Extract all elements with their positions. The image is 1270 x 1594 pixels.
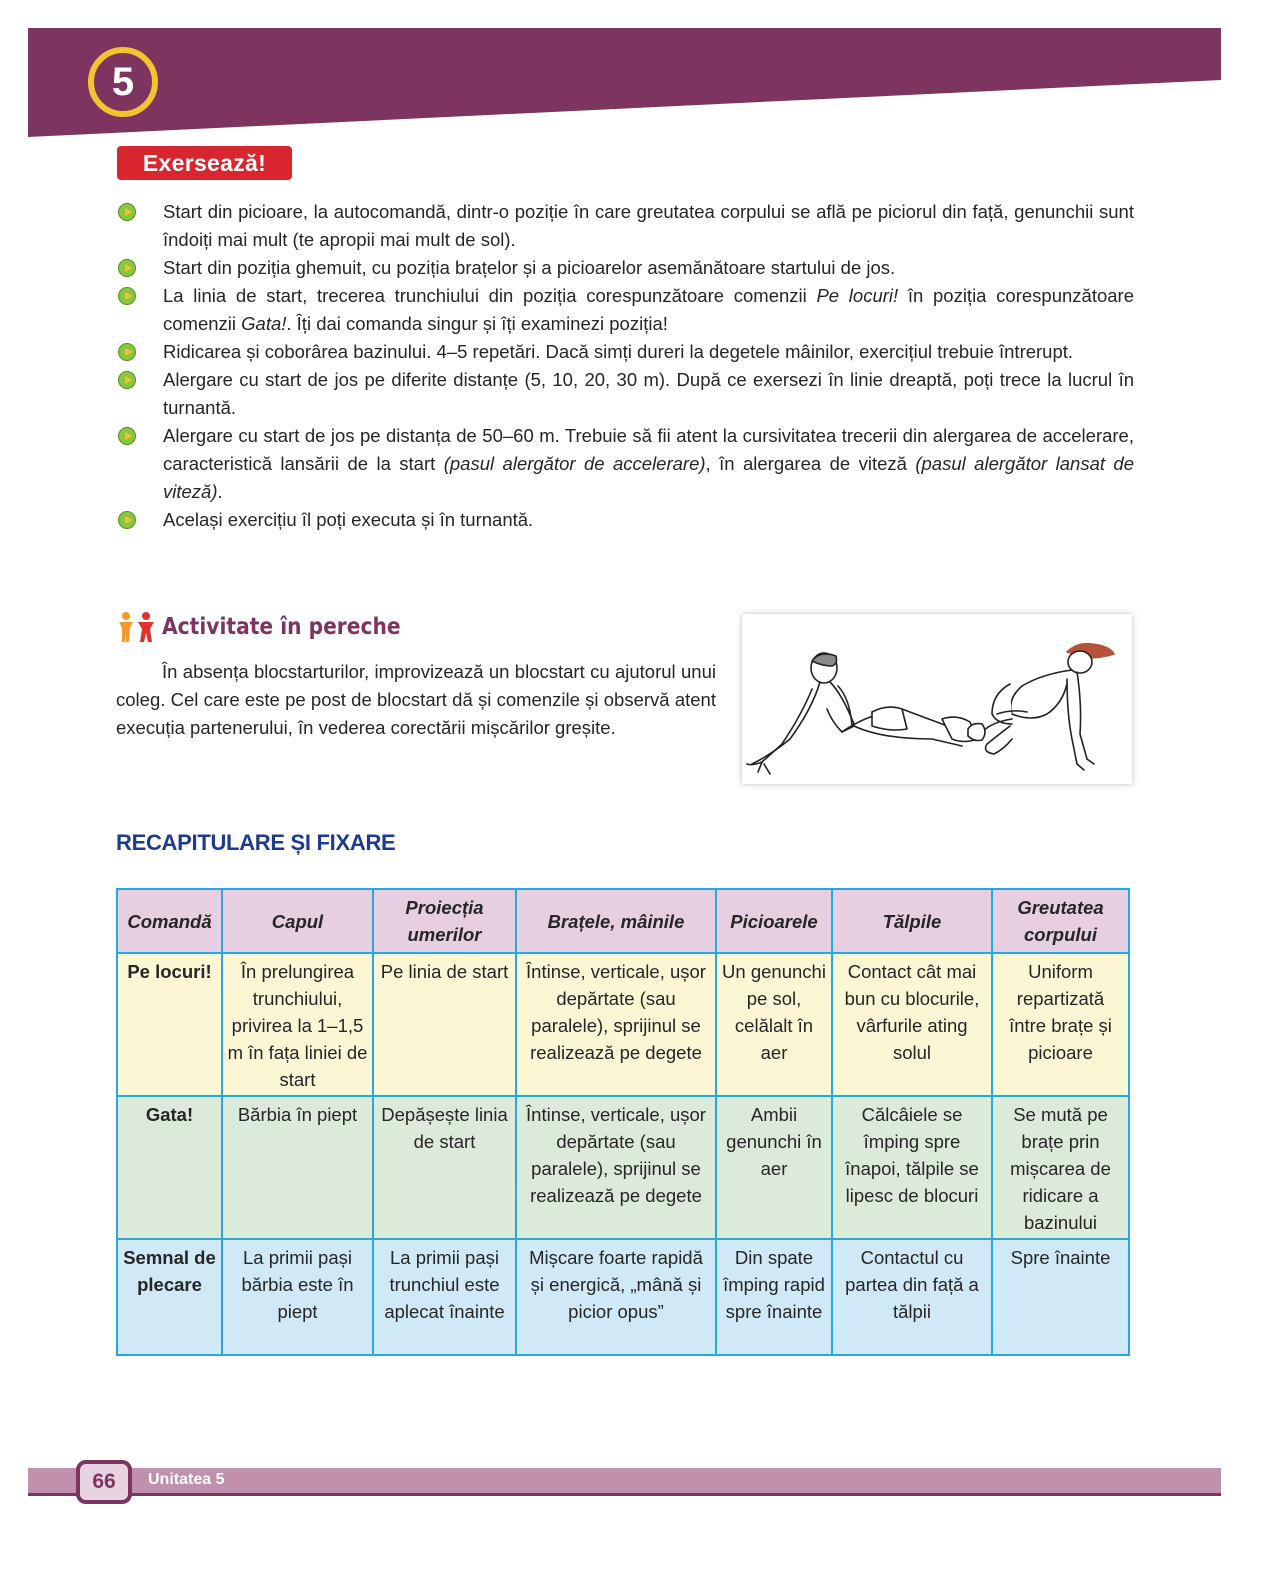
green-arrow-bullet-icon [118, 259, 136, 277]
column-header: Greutatea corpului [992, 889, 1129, 953]
people-pair-icon [116, 611, 160, 643]
table-cell: Contact cât mai bun cu blocurile, vârfurile ating solul [832, 953, 992, 1096]
green-arrow-bullet-icon [118, 203, 136, 221]
list-item: Ridicarea și coborârea bazinului. 4–5 repetări. Dacă simți dureri la degetele mâinilor, exercițiul trebuie întrerupt. [116, 338, 1134, 366]
blockstart-illustration [742, 614, 1132, 784]
table-cell: Bărbia în piept [222, 1096, 373, 1239]
list-item: Alergare cu start de jos pe diferite distanțe (5, 10, 20, 30 m). După ce exersezi în linie dreaptă, poți trece la lucrul în turnantă. [116, 366, 1134, 422]
table-row [117, 1239, 1129, 1355]
table-cell: Uniform repartizată între brațe și picioare [992, 953, 1129, 1096]
table-cell: Pe locuri! [117, 953, 222, 1096]
table-cell: La primii pași trunchiul este aplecat înainte [373, 1239, 516, 1355]
page-number: 66 [76, 1460, 132, 1504]
green-arrow-bullet-icon [118, 343, 136, 361]
table-cell: În prelungirea trunchiului, privirea la 1–1,5 m în fața liniei de start [222, 953, 373, 1096]
table-row [117, 953, 1129, 1096]
table-cell: La primii pași bărbia este în piept [222, 1239, 373, 1355]
table-cell: Ambii genunchi în aer [716, 1096, 832, 1239]
table-cell: Pe linia de start [373, 953, 516, 1096]
list-item: Același exercițiu îl poți executa și în turnantă. [116, 506, 1134, 534]
activity-heading [116, 610, 433, 644]
recap-heading: RECAPITULARE ȘI FIXARE [116, 830, 396, 855]
unit-number-badge: 5 [88, 47, 158, 117]
table-cell: Mișcare foarte rapidă și energică, „mână și picior opus” [516, 1239, 716, 1355]
list-item: Alergare cu start de jos pe distanța de 50–60 m. Trebuie să fii atent la cursivitatea trecerii din alergarea de accelerare, caracteristică lansării de la start (pasul alergător de accelerare), în alergarea de viteză (pasul alergător lansat de viteză). [116, 422, 1134, 506]
column-header: Tălpile [832, 889, 992, 953]
exercise-list [116, 198, 1134, 534]
recap-table [116, 888, 1130, 1356]
green-arrow-bullet-icon [118, 371, 136, 389]
table-cell: Călcâiele se împing spre înapoi, tălpile se lipesc de blocuri [832, 1096, 992, 1239]
green-arrow-bullet-icon [118, 287, 136, 305]
table-cell: Întinse, verticale, ușor depărtate (sau paralele), sprijinul se realizează pe degete [516, 953, 716, 1096]
table-row [117, 1096, 1129, 1239]
exerseaza-label: Exersează! [117, 146, 292, 180]
list-item: La linia de start, trecerea trunchiului din poziția corespunzătoare comenzii Pe locuri! în poziția corespunzătoare comenzii Gata!. Îți dai comanda singur și îți examinezi poziția! [116, 282, 1134, 338]
table-cell: Se mută pe brațe prin mișcarea de ridicare a bazinului [992, 1096, 1129, 1239]
column-header: Proiecția umerilor [373, 889, 516, 953]
column-header: Capul [222, 889, 373, 953]
table-cell: Semnal de plecare [117, 1239, 222, 1355]
table-cell: Depășește linia de start [373, 1096, 516, 1239]
partner-blockstart-drawing [742, 614, 1132, 784]
table-cell: Un genunchi pe sol, celălalt în aer [716, 953, 832, 1096]
table-header-row [117, 889, 1129, 953]
activity-paragraph: În absența blocstarturilor, improvizează un blocstart cu ajutorul unui coleg. Cel care este pe post de blocstart dă și comenzile și observă atent execuția partenerului, în vederea corectării mișcărilor greșite. [116, 661, 716, 738]
table-cell: Gata! [117, 1096, 222, 1239]
activity-title: Activitate în pereche [162, 614, 401, 640]
list-item: Start din poziția ghemuit, cu poziția brațelor și a picioarelor asemănătoare startului de jos. [116, 254, 1134, 282]
column-header: Brațele, mâinile [516, 889, 716, 953]
column-header: Picioarele [716, 889, 832, 953]
footer-unit-label: Unitatea 5 [148, 1471, 225, 1488]
list-item: Start din picioare, la autocomandă, dintr-o poziție în care greutatea corpului se află pe piciorul din față, genunchii sunt îndoiți mai mult (te apropii mai mult de sol). [116, 198, 1134, 254]
header-banner [0, 0, 1270, 150]
table-cell: Spre înainte [992, 1239, 1129, 1355]
table-cell: Din spate împing rapid spre înainte [716, 1239, 832, 1355]
table-cell: Contactul cu partea din față a tălpii [832, 1239, 992, 1355]
column-header: Comandă [117, 889, 222, 953]
green-arrow-bullet-icon [118, 427, 136, 445]
green-arrow-bullet-icon [118, 511, 136, 529]
table-cell: Întinse, verticale, ușor depărtate (sau paralele), sprijinul se realizează pe degete [516, 1096, 716, 1239]
